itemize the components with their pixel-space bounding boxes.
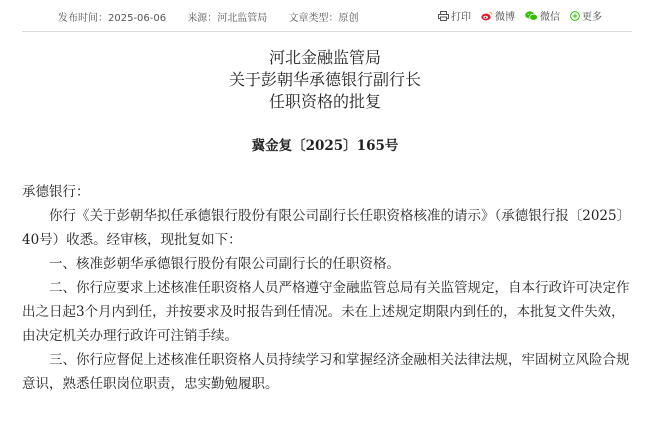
wechat-share-button[interactable] bbox=[525, 8, 560, 23]
print-label: 打印 bbox=[451, 12, 471, 23]
weibo-share-button[interactable] bbox=[481, 8, 515, 23]
body-paragraph: 一、核准彭朝华承德银行股份有限公司副行长的任职资格。 bbox=[49, 256, 400, 272]
more-share-button[interactable] bbox=[570, 8, 602, 23]
plus-circle-icon bbox=[570, 11, 580, 21]
body-paragraph: 三、你行应督促上述核准任职资格人员持续学习和掌握经济金融相关法律法规，牢固树立风险合规意识，熟悉任职岗位职责，忠实勤勉履职。 bbox=[22, 352, 630, 392]
article-meta bbox=[58, 9, 377, 24]
body-paragraph: 你行《关于彭朝华拟任承德银行股份有限公司副行长任职资格核准的请示》（承德银行报〔2025〕40号）收悉。经审核，现批复如下： bbox=[22, 208, 631, 248]
printer-icon bbox=[438, 11, 449, 21]
publish-time: 发布时间：2025-06-06 bbox=[58, 13, 167, 24]
print-button[interactable] bbox=[438, 8, 471, 23]
document-title-line-3: 任职资格的批复 bbox=[268, 92, 381, 111]
document-number: 冀金复〔2025〕165号 bbox=[251, 138, 399, 154]
document-title-line-2: 关于彭朝华承德银行副行长 bbox=[228, 70, 421, 89]
weibo-label: 微博 bbox=[495, 12, 515, 23]
share-toolbar bbox=[428, 8, 602, 23]
wechat-icon bbox=[525, 11, 538, 21]
article-meta-bar bbox=[22, 0, 632, 32]
more-label: 更多 bbox=[582, 12, 602, 23]
body-paragraph: 二、你行应要求上述核准任职资格人员严格遵守金融监管总局有关监管规定，自本行政许可决定作出之日起3个月内到任，并按要求及时报告到任情况。未在上述规定期限内到任的，本批复文件失效，由决定机关办理行政许可注销手续。 bbox=[22, 280, 630, 344]
salutation: 承德银行： bbox=[22, 184, 90, 200]
source: 来源：河北监管局 bbox=[187, 13, 268, 24]
article-type: 文章类型：原创 bbox=[288, 13, 359, 24]
issuing-authority-title: 河北金融监管局 bbox=[268, 48, 381, 67]
weibo-icon bbox=[481, 11, 493, 21]
wechat-label: 微信 bbox=[540, 12, 560, 23]
